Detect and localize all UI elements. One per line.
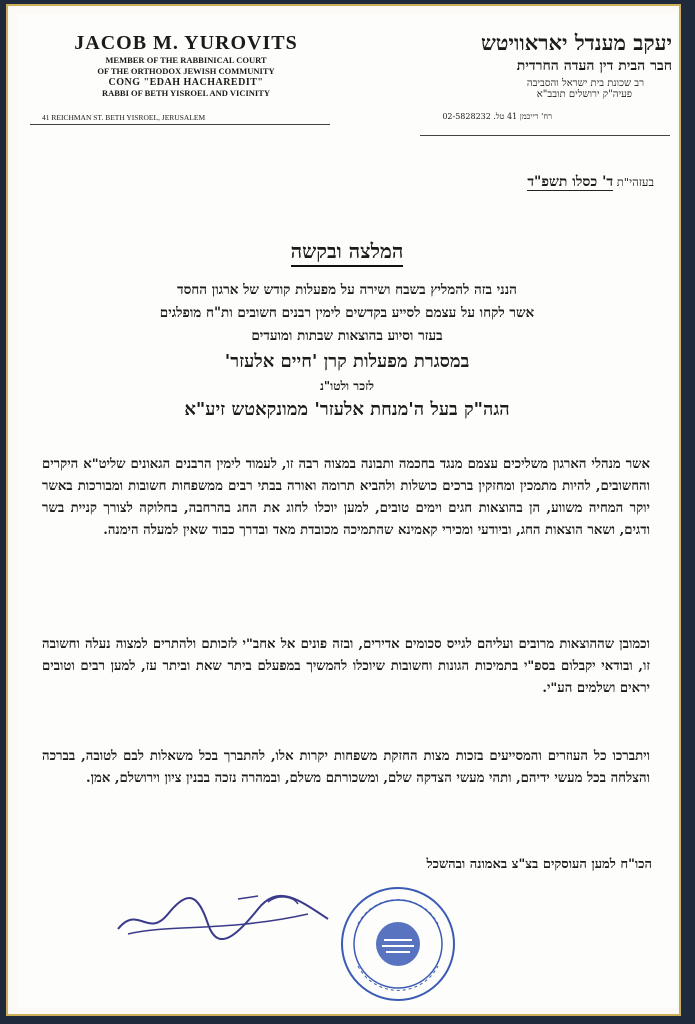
letter-paper	[18, 14, 676, 1008]
letter-title: המלצה ובקשה	[291, 239, 404, 267]
letterhead-divider-left	[30, 124, 330, 125]
paragraph: וכמובן שההוצאות מרובים ועליהם לגייס סכומים אדירים, ובזה פונים אל אחב"י לזכותם ולהתרים למצוה נעלה וחשובה זו, ובודאי יקבלום בספ"י בתמיכות הגונות וחשובות שיוכלו להמשיך במפעלם ביתר שאת וביתר עז, למען רבים וטובים יראים ושלמים הע"י.	[42, 637, 650, 696]
page-frame	[6, 4, 681, 1016]
paragraph: אשר מנהלי הארגון משליכים עצמם מנגד בחכמה ותבונה במצוה רבה זו, לעמוד לימין הרבנים הגאונים שליט"א היקרים והחשובים, להיות מתמכין ומחזקין ברכים כושלות ולהביא תרומה ואורה בבתי רבים ממשפחות חשובות ומבורכות באשר יוקר המחיה משווע, הן בהוצאות חגים וימים טובים, למען יוכלו לחוג את החג בהרחבה, בחלוקה לצורך קניית בשר ודגים, ושאר הוצאות החג, וביודעי ומכירי קאמינא שהתמיכה מכובדת מאד ובדרך כבוד שאין למעלה הימנה.	[42, 457, 650, 538]
rabbinical-stamp	[338, 884, 458, 1004]
english-cong: CONG "EDAH HACHAREDIT"	[108, 77, 264, 88]
english-line1: MEMBER OF THE RABBINICAL COURT	[105, 55, 267, 65]
english-address: 41 REICHMAN ST. BETH YISROEL, JERUSALEM	[42, 113, 206, 122]
letterhead-divider-right	[420, 135, 670, 136]
hebrew-letterhead	[372, 30, 672, 121]
intro-line: בעזר וסיוע בהוצאות שבתות ומועדים	[251, 328, 443, 344]
intro-rebbe-name: הגה"ק בעל ה'מנחת אלעזר' ממונקאטש זיע"א	[184, 399, 510, 420]
date-value: ד' כסלו תשפ"ד	[527, 174, 614, 190]
english-line3: RABBI OF BETH YISROEL AND VICINITY	[101, 88, 271, 98]
letter-title-wrap	[18, 239, 676, 264]
hebrew-name: יעקב מענדל יאראוויטש	[480, 30, 672, 55]
english-line2: OF THE ORTHODOX JEWISH COMMUNITY	[97, 66, 275, 76]
hebrew-sub: חבר הבית דין העדה החרדית	[516, 58, 672, 74]
hebrew-address: רח' רייכמן 41 טל. 02-5828232	[442, 112, 552, 121]
hebrew-line2: רב שכונת בית ישראל והסביבה	[526, 78, 644, 89]
intro-line: אשר לקחו על עצמם לסייע בקדשים לימין רבנים חשובים ות"ח מופלגים	[159, 305, 535, 321]
hebrew-line3: פעיה"ק ירושלים תובב"א	[536, 89, 632, 100]
intro-line: הנני בזה להמליץ בשבח ושירה על מפעלות קודש של ארגון החסד	[177, 282, 517, 298]
paragraph: ויתברכו כל העוזרים והמסייעים בזכות מצות החזקת משפחות יקרות אלו, להתברך בכל משאלות לבם לטובה, בברכה והצלחה בכל מעשי ידיהם, ותהי מעשי הצדקה שלם, ומשכורתם משלם, ובמהרה נזכה בבנין ציון וירושלם, אמן.	[42, 749, 650, 786]
english-letterhead	[36, 32, 336, 122]
english-name: JACOB M. YUROVITS	[74, 32, 298, 54]
closing-line: הכו"ח למען העוסקים בצ"צ באמונה ובהשכל	[426, 857, 652, 872]
date-prefix: בעזהי"ת	[616, 175, 654, 189]
intro-memorial: לזכר ולטו"נ	[319, 379, 375, 393]
intro-fund-name: במסגרת מפעלות קרן 'חיים אלעזר'	[224, 351, 470, 372]
intro-block	[36, 279, 658, 424]
letter-date	[527, 174, 654, 191]
handwritten-signature	[108, 884, 338, 944]
